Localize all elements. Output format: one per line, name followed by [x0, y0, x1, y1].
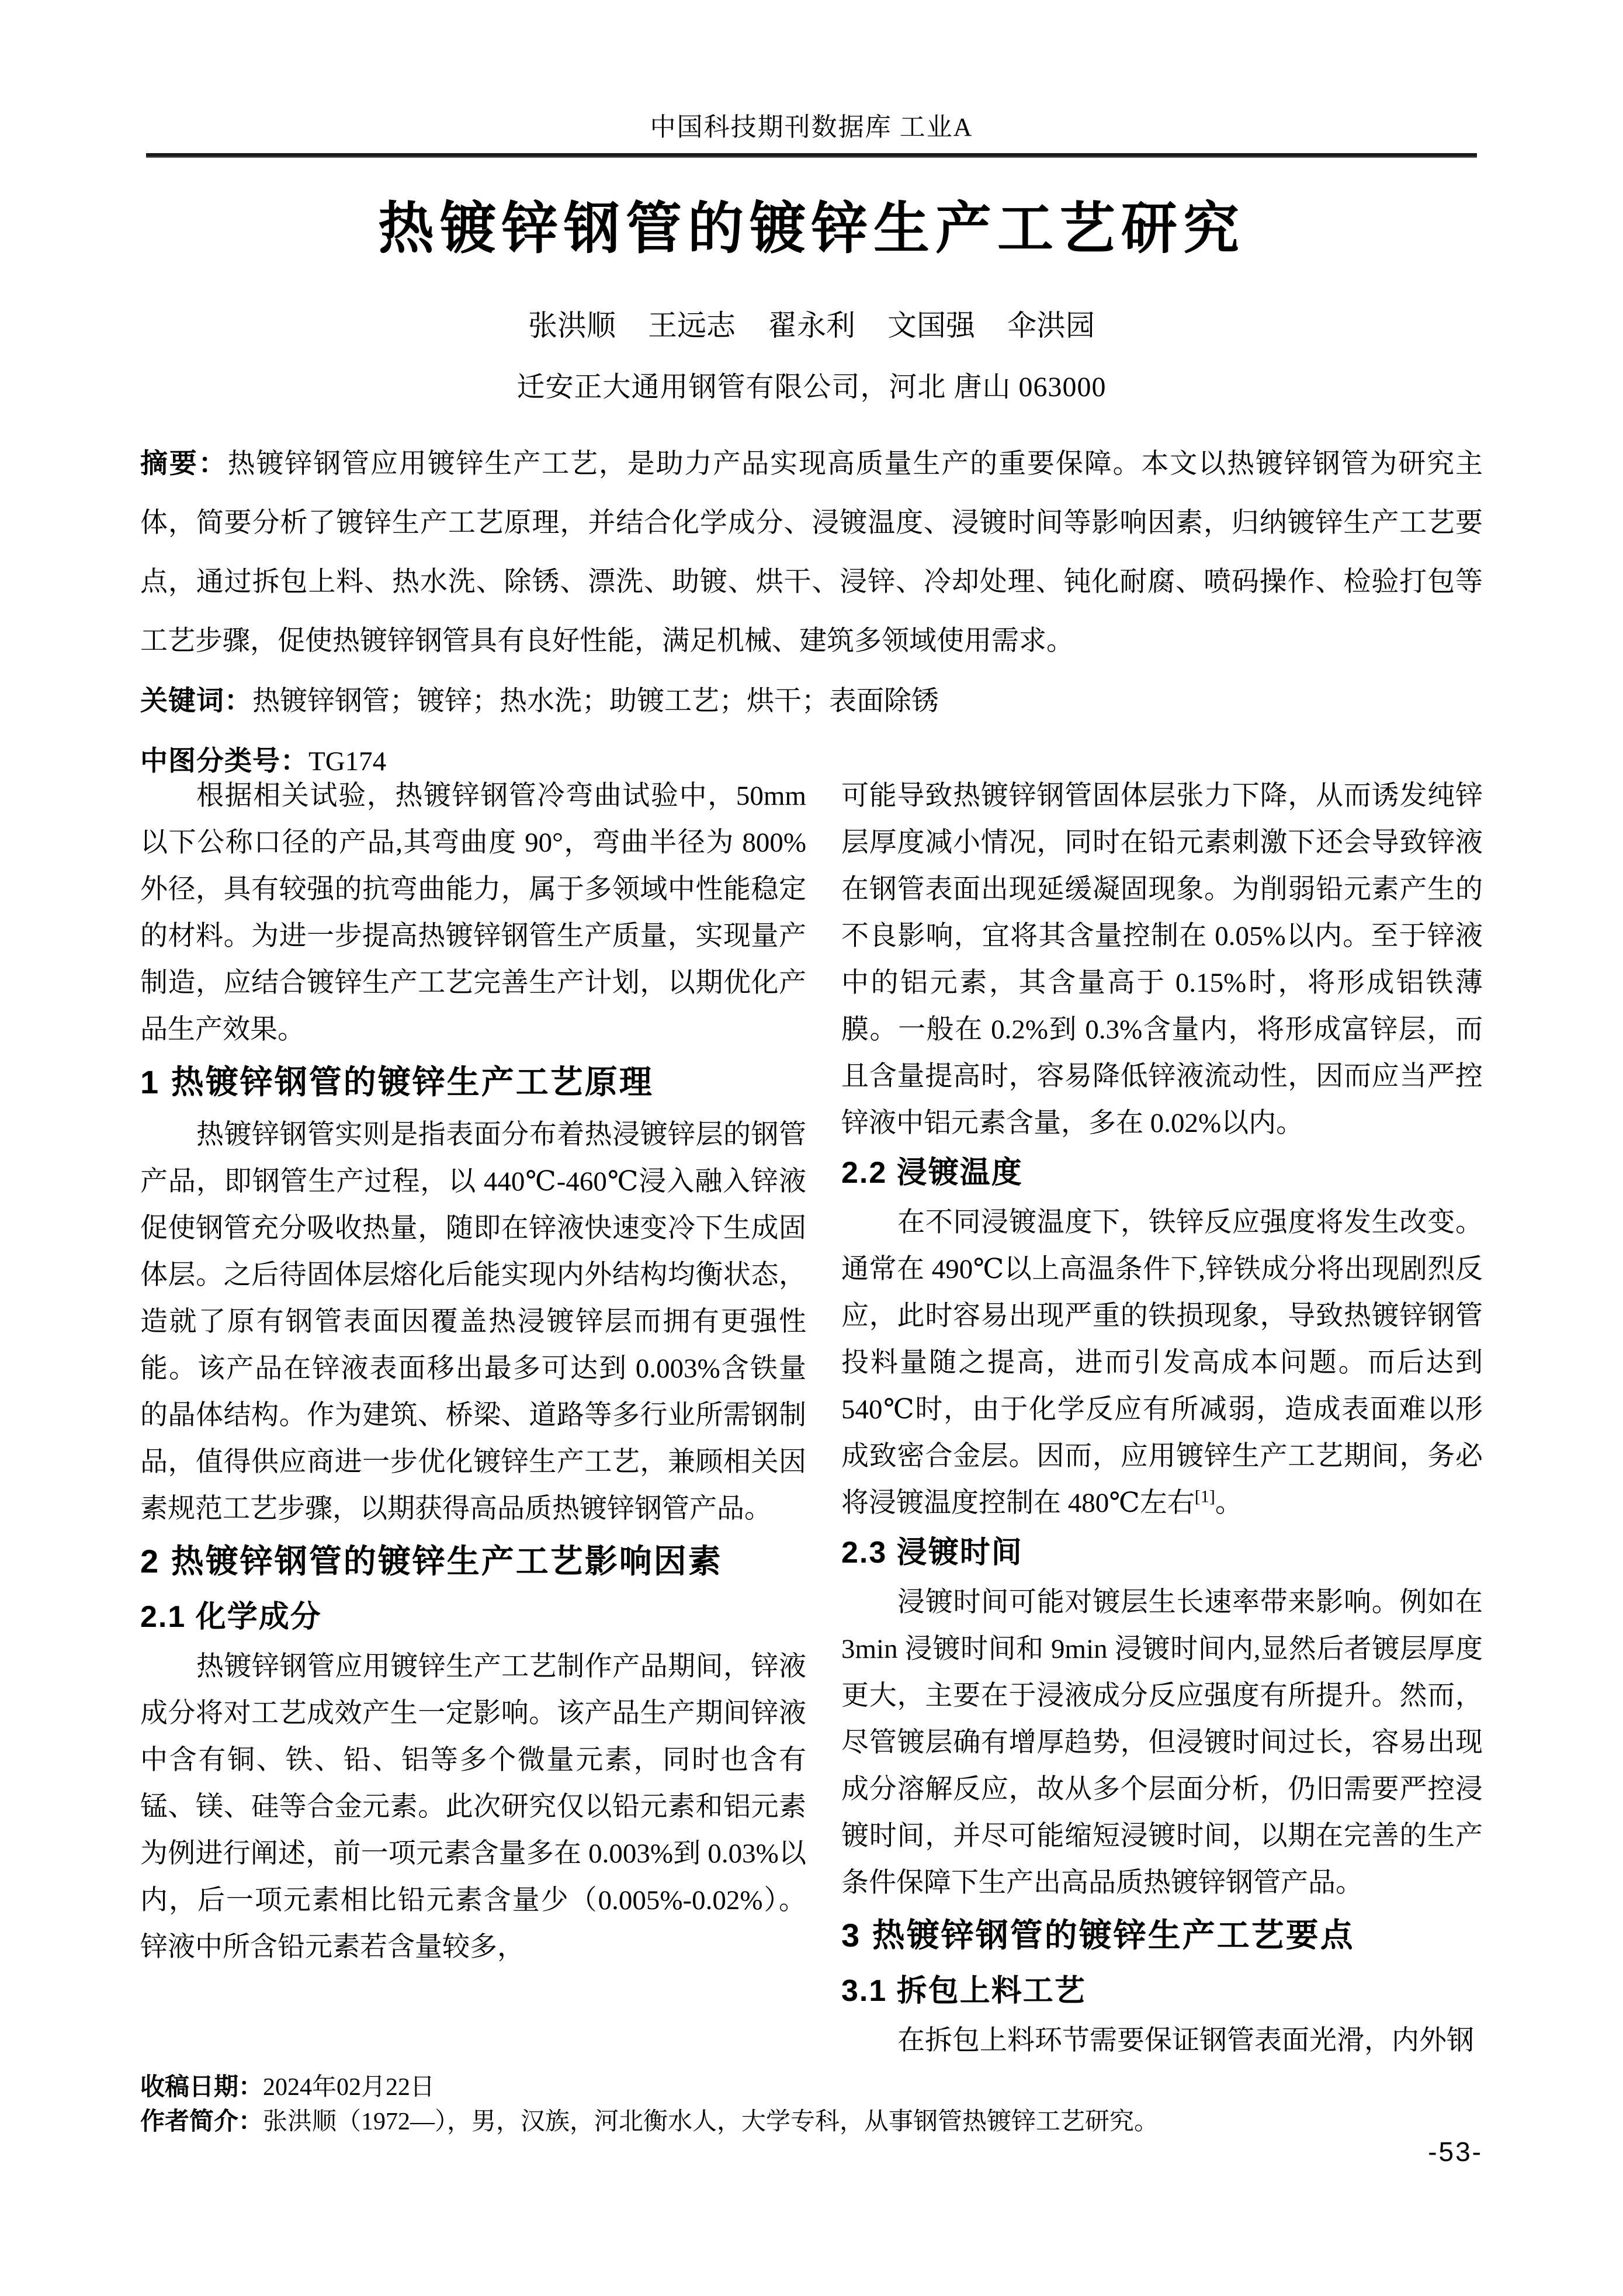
header-divider-rule [146, 153, 1477, 158]
footnote-block [140, 2070, 1483, 2139]
clc-value: TG174 [308, 746, 387, 777]
abstract [140, 434, 1483, 671]
paragraph: 根据相关试验，热镀锌钢管冷弯曲试验中，50mm 以下公称口径的产品,其弯曲度 90°，弯曲半径为 800%外径，具有较强的抗弯曲能力，属于多领域中性能稳定的材料。为进一步提高热镀锌钢管生产质量，实现量产制造，应结合镀锌生产工艺完善生产计划，以期优化产品生产效果。 [140, 781, 806, 1045]
received-date-value: 2024年02月22日 [263, 2074, 435, 2101]
paragraph: 热镀锌钢管应用镀锌生产工艺制作产品期间，锌液成分将对工艺成效产生一定影响。该产品生产期间锌液中含有铜、铁、铅、铝等多个微量元素，同时也含有锰、镁、硅等合金元素。此次研究仅以铅元素和铝元素为例进行阐述，前一项元素含量多在 0.003%到 0.03%以内，后一项元素相比铅元素含量少（0.005%-0.02%）。锌液中所含铅元素若含量较多， [140, 1651, 806, 1962]
author-name: 张洪顺 [528, 309, 616, 342]
page-number: -53- [1428, 2136, 1483, 2167]
affiliation-line: 迁安正大通用钢管有限公司，河北 唐山 063000 [516, 372, 1107, 403]
subsection-heading: 2.2 浸镀温度 [841, 1156, 1023, 1190]
section-heading: 3 热镀锌钢管的镀锌生产工艺要点 [841, 1917, 1355, 1954]
author-name: 王远志 [648, 309, 736, 342]
keywords [140, 671, 1483, 731]
paragraph: 可能导致热镀锌钢管固体层张力下降，从而诱发纯锌层厚度减小情况，同时在铅元素刺激下还会导致锌液在钢管表面出现延缓凝固现象。为削弱铅元素产生的不良影响，宜将其含量控制在 0.05%以内。至于锌液中的铝元素，其含量高于 0.15%时，将形成铝铁薄膜。一般在 0.2%到 0.3%含量内，将形成富锌层，而且含量提高时，容易降低锌液流动性，因而应当严控锌液中铝元素含量，多在 0.02%以内。 [841, 781, 1483, 1138]
right-column [841, 773, 1483, 2064]
subsection-heading: 2.3 浸镀时间 [841, 1536, 1023, 1570]
author-bio-line [140, 2104, 1483, 2139]
paragraph: 在拆包上料环节需要保证钢管表面光滑，内外钢 [897, 2025, 1474, 2056]
author-name: 翟永利 [768, 309, 855, 342]
received-date-label: 收稿日期： [140, 2073, 263, 2100]
section-heading: 2 热镀锌钢管的镀锌生产工艺影响因素 [140, 1543, 723, 1580]
abstract-text: 热镀锌钢管应用镀锌生产工艺，是助力产品实现高质量生产的重要保障。本文以热镀锌钢管为研究主体，简要分析了镀锌生产工艺原理，并结合化学成分、浸镀温度、浸镀时间等影响因素，归纳镀锌生产工艺要点，通过拆包上料、热水洗、除锈、漂洗、助镀、烘干、浸锌、冷却处理、钝化耐腐、喷码操作、检验打包等工艺步骤，促使热镀锌钢管具有良好性能，满足机械、建筑多领域使用需求。 [140, 449, 1483, 656]
abstract-label: 摘要： [140, 448, 228, 479]
author-bio-label: 作者简介： [140, 2107, 263, 2135]
section-heading: 1 热镀锌钢管的镀锌生产工艺原理 [140, 1064, 654, 1100]
meta-block [140, 434, 1483, 791]
paragraph: 热镀锌钢管实则是指表面分布着热浸镀锌层的钢管产品，即钢管生产过程，以 440℃-460℃浸入融入锌液促使钢管充分吸收热量，随即在锌液快速变冷下生成固体层。之后待固体层熔化后能实现内外结构均衡状态，造就了原有钢管表面因覆盖热浸镀锌层而拥有更强性能。该产品在锌液表面移出最多可达到 0.003%含铁量的晶体结构。作为建筑、桥梁、道路等多行业所需钢制品，值得供应商进一步优化镀锌生产工艺，兼顾相关因素规范工艺步骤，以期获得高品质热镀锌钢管产品。 [140, 1120, 806, 1524]
author-bio-value: 张洪顺（1972—），男，汉族，河北衡水人，大学专科，从事钢管热镀锌工艺研究。 [263, 2108, 1159, 2135]
left-column [140, 773, 806, 2064]
author-name: 文国强 [887, 309, 975, 342]
authors-line [0, 306, 1623, 345]
clc-label: 中图分类号： [140, 745, 308, 776]
journal-header: 中国科技期刊数据库 工业A [650, 113, 973, 141]
paragraph: 在不同浸镀温度下，铁锌反应强度将发生改变。通常在 490℃以上高温条件下,锌铁成分将出现剧烈反应，此时容易出现严重的铁损现象，导致热镀锌钢管投料量随之提高，进而引发高成本问题。而后达到 540℃时，由于化学反应有所减弱，造成表面难以形成致密合金层。因而，应用镀锌生产工艺期间，务必将浸镀温度控制在 480℃左右[1]。 [841, 1207, 1483, 1518]
keywords-label: 关键词： [140, 685, 252, 716]
subsection-heading: 2.1 化学成分 [140, 1600, 322, 1634]
citation-marker: [1] [1194, 1487, 1215, 1507]
paragraph: 浸镀时间可能对镀层生长速率带来影响。例如在 3min 浸镀时间和 9min 浸镀时间内,显然后者镀层厚度更大，主要在于浸液成分反应强度有所提升。然而，尽管镀层确有增厚趋势，但浸镀时间过长，容易出现成分溶解反应，故从多个层面分析，仍旧需要严控浸镀时间，并尽可能缩短浸镀时间，以期在完善的生产条件保障下生产出高品质热镀锌钢管产品。 [841, 1587, 1483, 1898]
keywords-text: 热镀锌钢管；镀锌；热水洗；助镀工艺；烘干；表面除锈 [252, 686, 939, 716]
paper-title: 热镀锌钢管的镀锌生产工艺研究 [378, 198, 1245, 260]
body-columns [140, 773, 1483, 2064]
author-name: 伞洪园 [1007, 309, 1095, 342]
received-date-line [140, 2070, 1483, 2104]
subsection-heading: 3.1 拆包上料工艺 [841, 1974, 1086, 2008]
